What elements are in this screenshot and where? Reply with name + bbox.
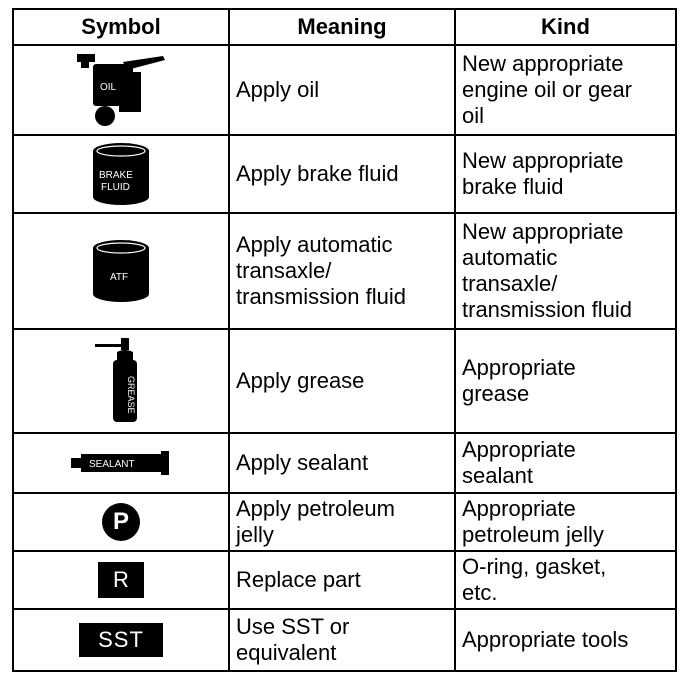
- brake-icon-label-1: BRAKE: [99, 170, 133, 181]
- meaning-text: Apply grease: [236, 368, 365, 393]
- oil-can-icon: [14, 46, 230, 134]
- atf-icon-label: ATF: [110, 272, 129, 283]
- table-header-row: [14, 10, 675, 44]
- atf-drum-icon: [14, 214, 230, 328]
- oil-icon-label: OIL: [100, 82, 117, 93]
- header-meaning: Meaning: [230, 10, 456, 44]
- kind-text: Appropriate sealant: [462, 437, 576, 488]
- kind-text: Appropriate petroleum jelly: [462, 496, 604, 547]
- kind-text: New appropriate brake fluid: [462, 148, 624, 199]
- meaning-text: Apply sealant: [236, 450, 369, 475]
- sst-icon: SST: [79, 623, 163, 657]
- meaning-text: Apply oil: [236, 77, 320, 102]
- replace-part-icon-cell: [14, 552, 230, 608]
- table-row: [14, 550, 675, 608]
- meaning-text: Use SST or equivalent: [236, 614, 350, 665]
- table-row: [14, 492, 675, 550]
- table-row: [14, 134, 675, 212]
- grease-icon-label: GREASE: [126, 376, 136, 414]
- meaning-text: Apply automatic transaxle/ transmission fluid: [236, 232, 406, 309]
- meaning-text: Replace part: [236, 567, 361, 592]
- kind-text: Appropriate grease: [462, 355, 576, 406]
- grease-spray-can-icon: [14, 330, 230, 432]
- header-kind: Kind: [541, 14, 590, 39]
- brake-fluid-drum-icon: [14, 136, 230, 212]
- header-symbol: Symbol: [14, 10, 230, 44]
- kind-text: Appropriate tools: [462, 627, 629, 652]
- table-row: [14, 212, 675, 328]
- sst-icon-cell: [14, 610, 230, 670]
- sealant-tube-icon: [14, 434, 230, 492]
- meaning-text: Apply brake fluid: [236, 161, 399, 186]
- sealant-icon-label: SEALANT: [89, 459, 135, 470]
- meaning-text: Apply petroleum jelly: [236, 496, 395, 547]
- petroleum-jelly-icon: P: [102, 503, 140, 541]
- table-row: [14, 328, 675, 432]
- kind-text: New appropriate engine oil or gear oil: [462, 51, 633, 128]
- kind-text: O-ring, gasket, etc.: [462, 554, 607, 605]
- table-row: [14, 44, 675, 134]
- kind-text: New appropriate automatic transaxle/ transmission fluid: [462, 219, 632, 322]
- brake-icon-label-2: FLUID: [101, 182, 130, 193]
- table-row: [14, 432, 675, 492]
- table-row: [14, 608, 675, 670]
- symbol-legend-table: [12, 8, 677, 672]
- petroleum-jelly-icon-cell: [14, 494, 230, 550]
- replace-part-icon: R: [98, 562, 144, 598]
